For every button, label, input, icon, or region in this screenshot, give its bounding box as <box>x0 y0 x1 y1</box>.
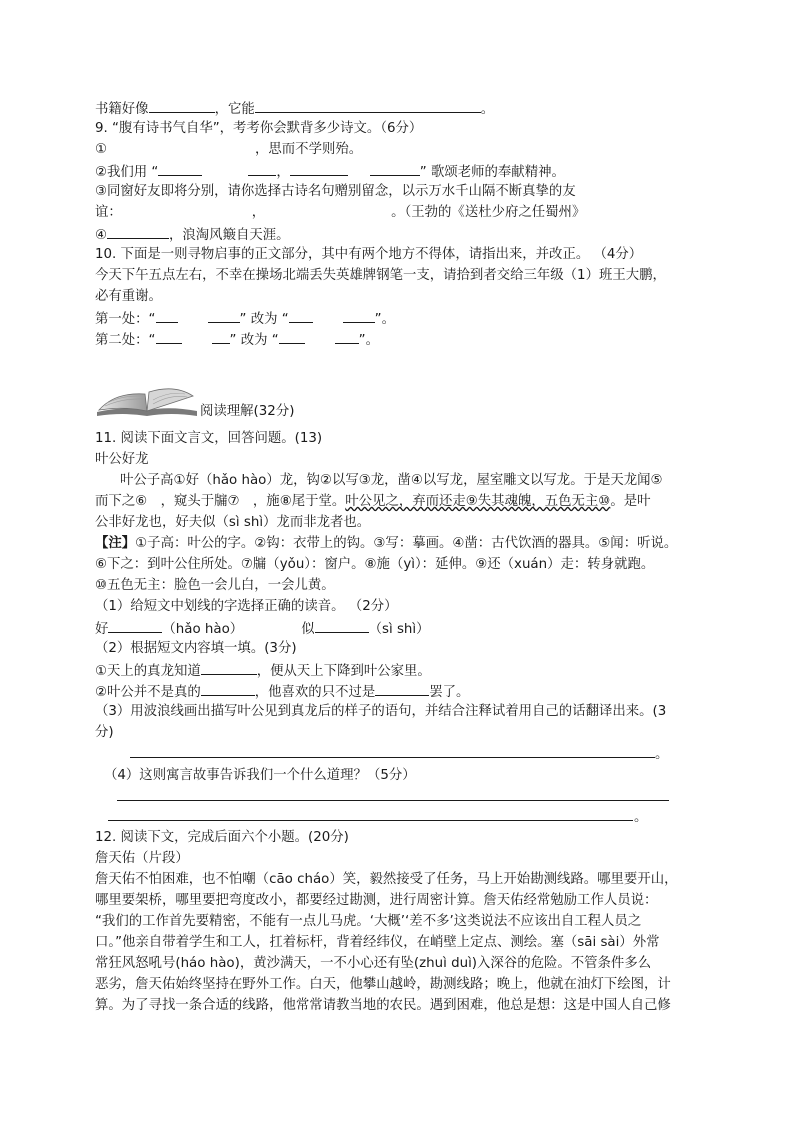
answer-line[interactable] <box>108 820 633 821</box>
blank[interactable] <box>375 681 429 696</box>
q12-title: 12. 阅读下文，完成后面六个小题。(20分) <box>95 830 349 845</box>
q12-p2: 哪里要架桥，哪里要把弯度改小，都要经过勘测，进行周密计算。詹天佑经常勉励工作人员说： <box>95 893 658 908</box>
q11-story-title: 叶公好龙 <box>95 452 149 467</box>
s1-a: 好 <box>95 622 109 637</box>
s1-c: 似 <box>301 622 315 637</box>
q12-p3: “我们的工作首先要精密，不能有一点儿马虎。‘大概’‘差不多’这类说法不应该出自工程人员之 <box>95 914 642 929</box>
q10-body-2: 必有重谢。 <box>95 289 162 304</box>
q8-line <box>95 98 494 120</box>
q11-note-3: ⑩五色无主：脸色一会儿白，一会儿黄。 <box>95 578 335 593</box>
q9-line-3b <box>95 203 585 223</box>
s2b-a: ②叶公并不是真的 <box>95 685 201 700</box>
blank[interactable] <box>201 681 255 696</box>
q10-body-1: 今天下午五点左右，不幸在操场北端丢失英雄牌钢笔一支，请拾到者交给三年级（1）班王大鹏， <box>95 268 666 283</box>
answer-line[interactable] <box>130 757 655 758</box>
blank[interactable] <box>279 329 305 344</box>
q10-second-b: ” 改为 “ <box>229 333 279 348</box>
q9-l3b-c: 。（王勃的《送杜少府之任蜀州》 <box>391 205 586 220</box>
q9-l2-a: ②我们用 “ <box>95 165 159 180</box>
q10-first-a: 第一处：“ <box>95 312 156 327</box>
blank[interactable] <box>201 660 257 675</box>
q11-p2 <box>95 492 650 512</box>
note-tag: 【注】 <box>95 536 136 551</box>
blank[interactable] <box>315 618 369 633</box>
q11-p2-wavy: 叶公见之，弃而还走⑨失其魂魄，五色无主⑩ <box>345 494 611 509</box>
q10-second-a: 第二处：“ <box>95 333 156 348</box>
s2b-c: 罢了。 <box>429 685 470 700</box>
s2a-b: ，便从天上下降到叶公家里。 <box>256 664 431 679</box>
q10-second-c: ”。 <box>358 333 379 348</box>
q11-note-1 <box>95 534 677 554</box>
blank[interactable] <box>156 308 178 323</box>
q11-p2-a: 而下之⑥ ，窥头于牖⑦ ，施⑧尾于堂。 <box>95 494 346 509</box>
s2b-b: ，他喜欢的只不过是 <box>254 685 376 700</box>
q9-num-4: ④ <box>95 228 108 243</box>
blank[interactable] <box>289 308 313 323</box>
blank[interactable] <box>158 161 202 176</box>
q9-l3b-a: 谊： <box>95 205 122 220</box>
blank[interactable] <box>255 98 481 113</box>
q9-line-2 <box>95 161 565 183</box>
blank[interactable] <box>212 329 230 344</box>
q9-line-3a: ③同窗好友即将分别，请你选择古诗名句赠别留念，以示万水千山隔不断真挚的友 <box>95 184 576 199</box>
q10-first-c: ”。 <box>374 312 395 327</box>
q11-title: 11. 阅读下面文言文，回答问题。(13) <box>95 431 323 446</box>
q12-p1: 詹天佑不怕困难，也不怕嘲（cāo cháo）笑，毅然接受了任务，马上开始勘测线路。哪里要开山， <box>95 872 678 887</box>
q11-s3-end: 。 <box>655 747 669 762</box>
answer-line[interactable] <box>117 800 669 801</box>
q12-p5: 常狂风怒吼号(háo hào)，黄沙满天，一不小心还有坠(zhuì duì)入深谷的危险。不管条件多么 <box>95 956 652 971</box>
q9-l2-b: ， <box>276 165 290 180</box>
q9-line-1 <box>95 140 362 160</box>
q10-second <box>95 329 379 351</box>
q11-p3: 公非好龙也，好夫似（sì shì）龙而非龙者也。 <box>95 515 371 530</box>
section-label: 阅读理解(32分) <box>200 404 295 419</box>
q10-first <box>95 308 395 330</box>
blank[interactable] <box>370 161 420 176</box>
s1-d: （sì shì） <box>368 622 430 637</box>
q12-p7: 算。为了寻找一条合适的线路，他常常请教当地的农民。遇到困难，他总是想：这是中国人自己修 <box>95 998 671 1013</box>
q8-prefix: 书籍好像 <box>95 102 149 117</box>
blank[interactable] <box>156 329 182 344</box>
q11-note-2: ⑥下之：到叶公住所处。⑦牖（yǒu）：窗户。⑧施（yì）：延伸。⑨还（xuán）走：转身就跑。 <box>95 557 655 572</box>
blank[interactable] <box>108 618 162 633</box>
q9-l3b-b: ， <box>251 205 266 220</box>
q11-s2-b <box>95 681 469 703</box>
q11-p1: 叶公子高①好（hǎo hào）龙，钩②以写③龙，凿④以写龙，屋室雕文以写龙。于是天龙闻⑤ <box>120 473 663 488</box>
q12-story-title: 詹天佑（片段） <box>95 851 189 866</box>
q9-text-4: ，浪淘风簸自天涯。 <box>169 228 290 243</box>
q9-l2-c: ” 歌颂老师的奉献精神。 <box>419 165 565 180</box>
q11-s1: （1）给短文中划线的字选择正确的读音。 （2分） <box>95 599 398 614</box>
q10-title: 10. 下面是一则寻物启事的正文部分，其中有两个地方不得体，请指出来，并改正。 （4分） <box>95 247 643 262</box>
q9-text-1: ，思而不学则殆。 <box>255 142 363 157</box>
blank[interactable] <box>149 98 215 113</box>
q9-title: 9. “腹有诗书气自华”，考考你会默背多少诗文。（6分） <box>95 121 423 136</box>
blank[interactable] <box>107 224 169 239</box>
q11-s2: （2）根据短文内容填一填。(3分) <box>95 641 297 656</box>
s1-b: （hǎo hào） <box>162 622 244 637</box>
blank[interactable] <box>290 161 348 176</box>
q11-s3a: （3）用波浪线画出描写叶公见到真龙后的样子的语句，并结合注释试着用自己的话翻译出来。(3 <box>95 704 667 719</box>
q12-p4: 口。”他亲自带着学生和工人，扛着标杆，背着经纬仪，在峭壁上定点、测绘。塞（sāi sài）外常 <box>95 935 660 950</box>
q11-s1-answer <box>95 618 430 640</box>
q11-s3b: 分) <box>95 725 114 740</box>
blank[interactable] <box>343 308 375 323</box>
s2a-a: ①天上的真龙知道 <box>95 664 201 679</box>
q8-end: 。 <box>480 102 495 117</box>
q11-s4-end: 。 <box>634 810 648 825</box>
open-book-icon <box>95 378 199 418</box>
blank[interactable] <box>248 161 276 176</box>
q10-first-b: ” 改为 “ <box>239 312 289 327</box>
note-text: ①子高：叶公的字。②钩：衣带上的钩。③写：摹画。④凿：古代饮酒的器具。⑤闻：听说。 <box>135 536 678 551</box>
q8-mid: ，它能 <box>214 102 255 117</box>
q11-s2-a <box>95 660 431 682</box>
blank[interactable] <box>208 308 240 323</box>
q9-num-1: ① <box>95 142 108 157</box>
q11-p2-c: 。是叶 <box>610 494 651 509</box>
blank[interactable] <box>335 329 359 344</box>
q9-line-4 <box>95 224 290 246</box>
q11-s4: （4）这则寓言故事告诉我们一个什么道理？（5分） <box>104 768 416 783</box>
q12-p6: 恶劣，詹天佑始终坚持在野外工作。白天，他攀山越岭，勘测线路；晚上，他就在油灯下绘图，计 <box>95 977 671 992</box>
